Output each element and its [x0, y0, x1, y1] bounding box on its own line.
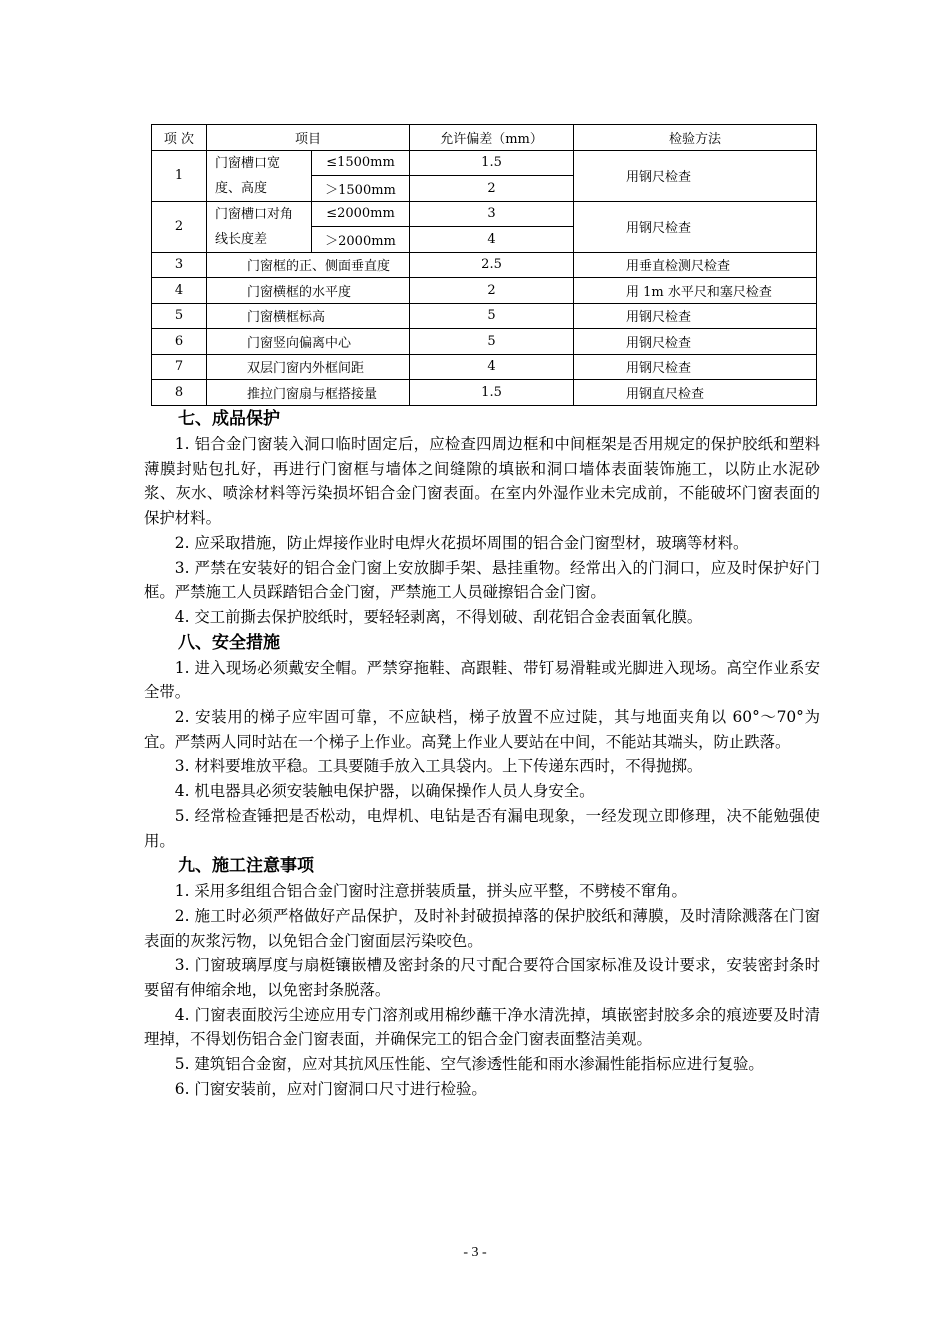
row-sub: ＞1500mm — [312, 176, 410, 202]
row-no: 5 — [152, 303, 207, 329]
row-item-line: 门窗槽口宽 — [215, 155, 281, 171]
document-body — [144, 406, 820, 1102]
table-header-row — [152, 125, 817, 151]
section-heading: 七、成品保护 — [178, 409, 280, 429]
row-value: 1.5 — [410, 380, 574, 406]
paragraph: 3. 门窗玻璃厚度与扇梃镶嵌槽及密封条的尺寸配合要符合国家标准及设计要求，安装密封条时要留有伸缩余地，以免密封条脱落。 — [144, 956, 820, 1000]
header-method: 检验方法 — [574, 125, 817, 151]
paragraph: 5. 经常检查锤把是否松动，电焊机、电钻是否有漏电现象，一经发现立即修理，决不能勉强使用。 — [144, 806, 820, 850]
table-row — [152, 252, 817, 278]
table-row — [152, 303, 817, 329]
row-item: 双层门窗内外框间距 — [207, 354, 410, 380]
row-sub: ＞2000mm — [312, 227, 410, 253]
row-method: 用钢尺检查 — [574, 201, 817, 252]
row-sub: ≤1500mm — [312, 150, 410, 176]
row-method: 用钢尺检查 — [574, 354, 817, 380]
row-item — [207, 150, 312, 201]
row-item: 门窗框的正、侧面垂直度 — [207, 252, 410, 278]
row-method: 用垂直检测尺检查 — [574, 252, 817, 278]
paragraph: 4. 门窗表面胶污尘迹应用专门溶剂或用棉纱蘸干净水清洗掉，填嵌密封胶多余的痕迹要及时清理掉，不得划伤铝合金门窗表面，并确保完工的铝合金门窗表面整洁美观。 — [144, 1005, 820, 1049]
paragraph: 1. 铝合金门窗装入洞口临时固定后，应检查四周边框和中间框架是否用规定的保护胶纸和塑料薄膜封贴包扎好，再进行门窗框与墙体之间缝隙的填嵌和洞口墙体表面装饰施工，以防止水泥砂浆、灰水、喷涂材料等污染损坏铝合金门窗表面。在室内外湿作业未完成前，不能破坏门窗表面的保护材料。 — [144, 435, 820, 528]
header-tolerance: 允许偏差（mm） — [410, 125, 574, 151]
section-heading: 八、安全措施 — [178, 632, 280, 653]
row-no: 7 — [152, 354, 207, 380]
row-value: 5 — [410, 303, 574, 329]
table-row — [152, 380, 817, 406]
row-method: 用 1m 水平尺和塞尺检查 — [574, 278, 817, 304]
row-value: 3 — [410, 201, 574, 227]
row-no: 8 — [152, 380, 207, 406]
row-no: 1 — [152, 150, 207, 201]
table-row — [152, 201, 817, 227]
row-item-line: 线长度差 — [215, 231, 268, 247]
row-item-line: 门窗槽口对角 — [215, 206, 294, 222]
paragraph: 6. 门窗安装前，应对门窗洞口尺寸进行检验。 — [174, 1079, 487, 1098]
row-item: 门窗横框标高 — [207, 303, 410, 329]
row-no: 6 — [152, 329, 207, 355]
row-value: 4 — [410, 354, 574, 380]
section-heading: 九、施工注意事项 — [178, 856, 314, 877]
row-value: 1.5 — [410, 150, 574, 176]
row-sub: ≤2000mm — [312, 201, 410, 227]
table-row — [152, 354, 817, 380]
paragraph: 2. 施工时必须严格做好产品保护，及时补封破损掉落的保护胶纸和薄膜，及时清除溅落在门窗表面的灰浆污物，以免铝合金门窗面层污染咬色。 — [144, 906, 820, 950]
row-value: 4 — [410, 227, 574, 253]
row-item-line: 度、高度 — [215, 180, 268, 196]
row-value: 2.5 — [410, 252, 574, 278]
row-item: 门窗横框的水平度 — [207, 278, 410, 304]
paragraph: 3. 严禁在安装好的铝合金门窗上安放脚手架、悬挂重物。经常出入的门洞口，应及时保护好门框。严禁施工人员踩踏铝合金门窗，严禁施工人员碰擦铝合金门窗。 — [144, 558, 820, 602]
row-method: 用钢尺检查 — [574, 303, 817, 329]
row-value: 2 — [410, 176, 574, 202]
row-no: 2 — [152, 201, 207, 252]
paragraph: 1. 采用多组组合铝合金门窗时注意拼装质量，拼头应平整，不劈棱不窜角。 — [174, 882, 687, 901]
row-no: 3 — [152, 252, 207, 278]
table-row — [152, 278, 817, 304]
tolerance-table — [151, 124, 817, 406]
row-value: 5 — [410, 329, 574, 355]
header-item: 项目 — [207, 125, 410, 151]
paragraph: 2. 安装用的梯子应牢固可靠，不应缺档，梯子放置不应过陡，其与地面夹角以 60°～70°为宜。严禁两人同时站在一个梯子上作业。高凳上作业人要站在中间，不能站其端头，防止跌落。 — [144, 708, 820, 751]
row-method: 用钢尺检查 — [574, 329, 817, 355]
row-item — [207, 201, 312, 252]
paragraph: 4. 交工前撕去保护胶纸时，要轻轻剥离，不得划破、刮花铝合金表面氧化膜。 — [174, 607, 703, 626]
paragraph: 1. 进入现场必须戴安全帽。严禁穿拖鞋、高跟鞋、带钉易滑鞋或光脚进入现场。高空作业系安全带。 — [144, 658, 820, 702]
row-item: 推拉门窗扇与框搭接量 — [207, 380, 410, 406]
paragraph: 5. 建筑铝合金窗，应对其抗风压性能、空气渗透性能和雨水渗漏性能指标应进行复验。 — [174, 1055, 764, 1074]
paragraph: 2. 应采取措施，防止焊接作业时电焊火花损坏周围的铝合金门窗型材，玻璃等材料。 — [174, 533, 749, 552]
table-row — [152, 150, 817, 176]
row-method: 用钢尺检查 — [574, 150, 817, 201]
table-row — [152, 329, 817, 355]
row-value: 2 — [410, 278, 574, 304]
row-no: 4 — [152, 278, 207, 304]
page-number: - 3 - — [463, 1245, 487, 1260]
header-no: 项 次 — [152, 125, 207, 151]
paragraph: 4. 机电器具必须安装触电保护器，以确保操作人员人身安全。 — [174, 782, 595, 801]
paragraph: 3. 材料要堆放平稳。工具要随手放入工具袋内。上下传递东西时，不得抛掷。 — [174, 757, 703, 776]
row-item: 门窗竖向偏离中心 — [207, 329, 410, 355]
row-method: 用钢直尺检查 — [574, 380, 817, 406]
